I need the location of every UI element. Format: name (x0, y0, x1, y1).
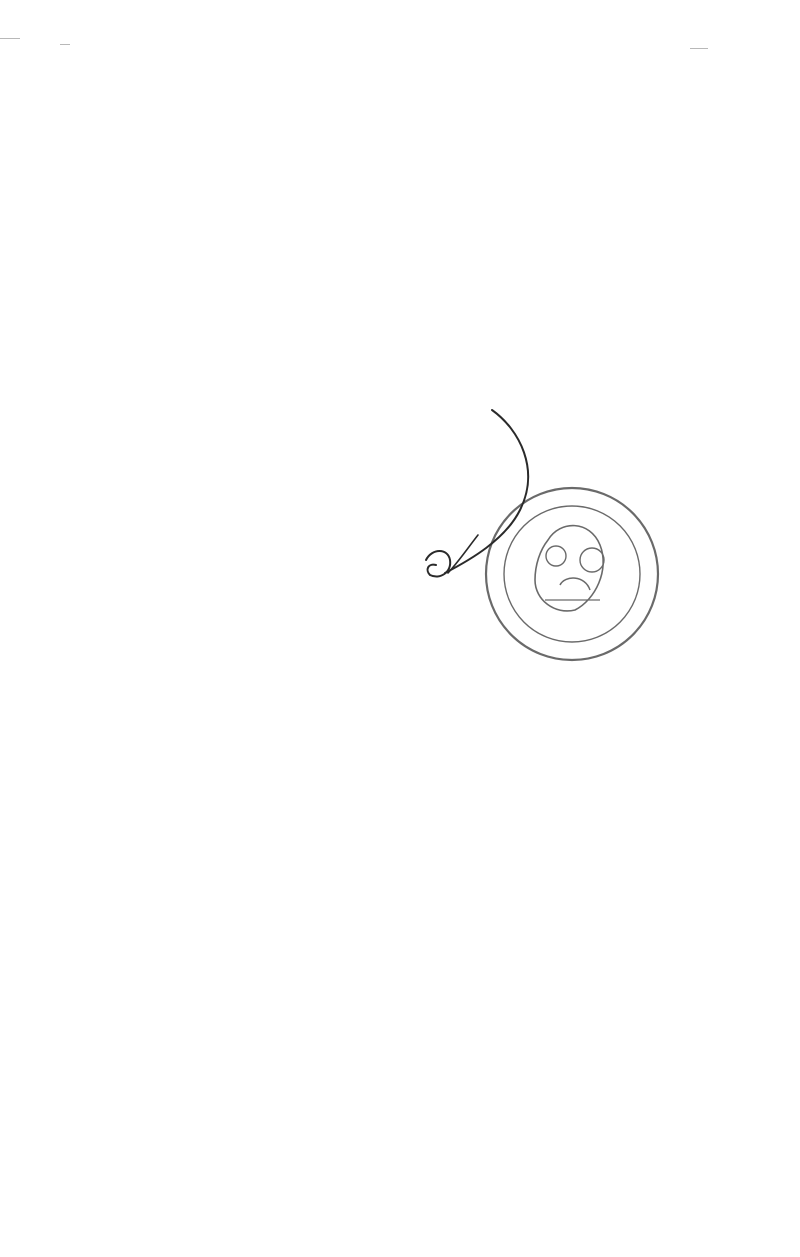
official-seal (486, 488, 658, 660)
scan-noise (60, 44, 70, 45)
scan-noise (0, 38, 20, 39)
scan-noise (690, 48, 708, 49)
handwritten-signature (426, 410, 528, 577)
